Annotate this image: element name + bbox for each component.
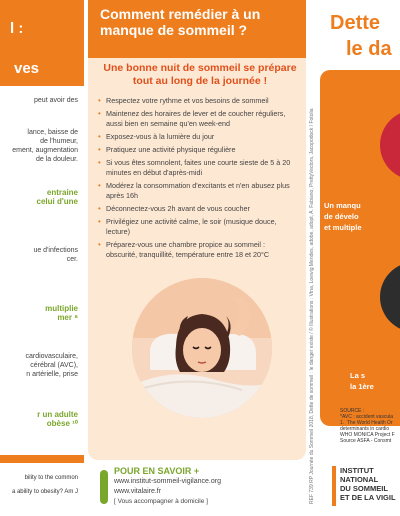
right-block-text-2: La s la 1ère [350,371,374,391]
credits-text: REF 739 RP Journée du Sommeil 2018, Dette de sommeil : le danger existe / © Illustrations : Vtna, Loewig Mendes, adobe, adopt, A. Fabiano, PrettyVectors, Jacopodock / Fotolia [309,108,315,504]
left-highlight-2: multiplie mer ⁸ [45,304,78,322]
tip-item: • Maintenez des horaires de lever et de coucher réguliers, aussi bien en semaine qu'en week-end [98,109,298,129]
tip-item: • Pratiquez une activité physique régulière [98,145,298,155]
left-text-2: lance, baisse de de l'humeur, ement, augmentation de la douleur. [12,129,78,163]
left-highlight-1: entraine celui d'une [36,188,78,206]
institute-logo-text: INSTITUT NATIONAL DU SOMMEIL ET DE LA VIGIL [340,466,396,502]
left-foot-1: bility to the common [24,475,78,481]
sources-text: SOURCE : *AVC : accident vascula 1. The World Health Or determinants in cardio WHO MONICA Project F Source ASFA - Consmt [340,408,395,444]
tip-item: • Exposez-vous à la lumière du jour [98,132,298,142]
left-text-1: peut avoir des [34,97,78,104]
footer-tagline: [ Vous accompagner à domicile ] [114,498,208,505]
tip-item: • Si vous êtes somnolent, faites une courte sieste de 5 à 20 minutes en début d'après-midi [98,158,298,178]
right-panel [320,0,400,516]
left-text-3: ue d'infections cer. [33,247,78,263]
right-title-1: Dette [330,12,381,34]
page-title: Comment remédier à un manque de sommeil ? [100,6,261,38]
left-stripe [0,455,84,463]
tips-list [98,96,298,263]
left-footer [0,466,84,516]
tip-item: • Déconnectez-vous 2h avant de vous coucher [98,204,298,214]
spine-credits [306,0,320,516]
tip-item: • Préparez-vous une chambre propice au sommeil : obscurité, tranquillité, température entre 18 et 20°C [98,240,298,260]
sleeping-woman-icon [132,278,272,418]
institute-accent-bar [332,466,336,506]
more-info-heading: POUR EN SAVOIR + [114,466,200,476]
tip-item: • Respectez votre rythme et vos besoins de sommeil [98,96,298,106]
sleeping-woman-illustration [132,278,272,418]
left-text-4: cardiovasculaire, cérébral (AVC), n artérielle, prise [25,353,78,378]
footer-accent-bar [100,470,108,504]
left-panel [0,0,84,516]
right-block-text-1: Un manqu de dévelo et multiple [324,201,362,232]
left-highlight-3: r un adulte obèse ¹⁰ [37,410,78,428]
tip-item: • Modérez la consommation d'excitants et n'en abusez plus après 16h [98,181,298,201]
vitalaire-link[interactable]: www.vitalaire.fr [114,488,162,495]
left-header-band [0,0,84,86]
tip-item: • Privilégiez une activité calme, le soir (musique douce, lecture) [98,217,298,237]
left-foot-2: a ability to obesity? Am J [11,489,78,495]
left-title-fragment: l : [10,20,24,37]
right-title-2: le da [346,38,392,60]
page-subtitle: Une bonne nuit de sommeil se prépare tout au long de la journée ! [103,62,297,87]
left-title-fragment-2: ves [14,60,40,77]
middle-panel [88,0,306,516]
institute-link[interactable]: www.institut-sommeil-vigilance.org [114,478,221,485]
